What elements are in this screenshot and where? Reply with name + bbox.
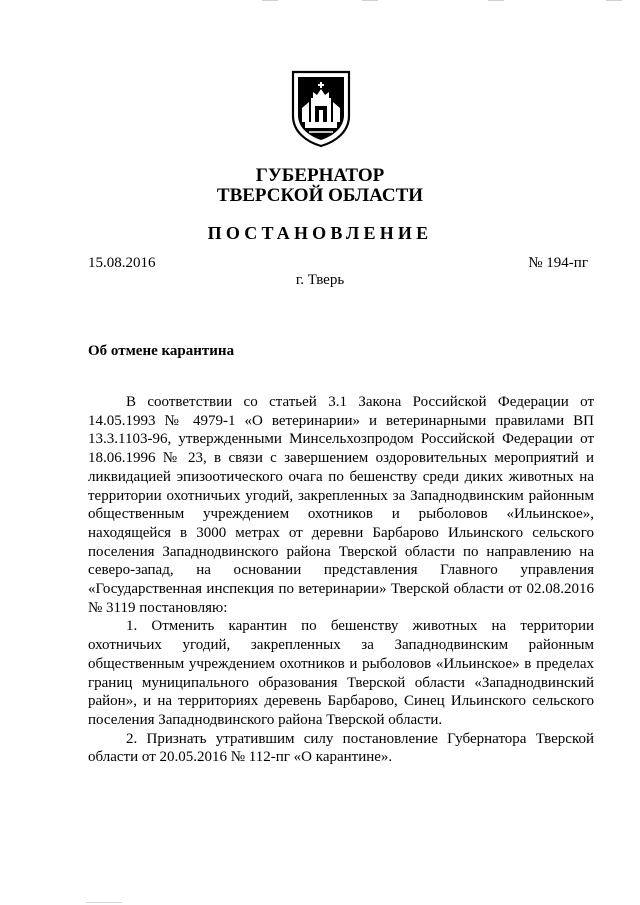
document-date: 15.08.2016 — [88, 255, 156, 271]
scan-mark — [262, 0, 278, 1]
document-subject: Об отмене карантина — [88, 343, 235, 359]
scan-mark — [488, 0, 504, 1]
resolution-item-1: 1. Отменить карантин по бешенству животных на территории охотничьих угодий, закрепленных за Западнодвинским районным общественным учреждением охотников и рыболовов «Ильинское» в пределах границ муниципального образования Тверской области «Западнодвинский район», и на территориях деревень Барбарово, Синец Ильинского сельского поселения Западнодвинского района Тверской области. — [88, 618, 594, 728]
preamble-paragraph: В соответствии со статьей 3.1 Закона Российской Федерации от 14.05.1993 № 4979-1 «О ветеринарии» и ветеринарными правилами ВП 13.3.1103-96, утвержденными Минсельхозпродом Российской Федерации от 18.06.1996 № 23, в связи с завершением оздоровительных мероприятий и ликвидацией эпизоотического очага по бешенству среди диких животных на территории охотничьих угодий, закрепленных за Западнодвинским районным общественным учреждением охотников и рыболовов «Ильинское», находящейся в 3000 метрах от деревни Барбарово Ильинского сельского поселения Западнодвинского района Тверской области по направлению на северо-запад, на основании представления Главного управления «Государственная инспекция по ветеринарии» Тверской области от 02.08.2016 № 3119 постановляю: — [88, 394, 594, 616]
scan-mark — [86, 902, 122, 903]
document-city: г. Тверь — [295, 272, 345, 288]
authority-title-line2: ТВЕРСКОЙ ОБЛАСТИ — [216, 185, 424, 206]
tver-coat-of-arms-icon — [289, 68, 353, 148]
document-number: № 194-пг — [528, 255, 588, 271]
authority-title-line1: ГУБЕРНАТОР — [255, 165, 385, 186]
resolution-item-2: 2. Признать утратившим силу постановление Губернатора Тверской области от 20.05.2016 № 112-пг «О карантине». — [88, 730, 594, 766]
document-type: ПОСТАНОВЛЕНИЕ — [207, 223, 433, 243]
scan-mark — [362, 0, 378, 1]
scan-mark — [606, 0, 622, 1]
document-body — [88, 393, 594, 767]
